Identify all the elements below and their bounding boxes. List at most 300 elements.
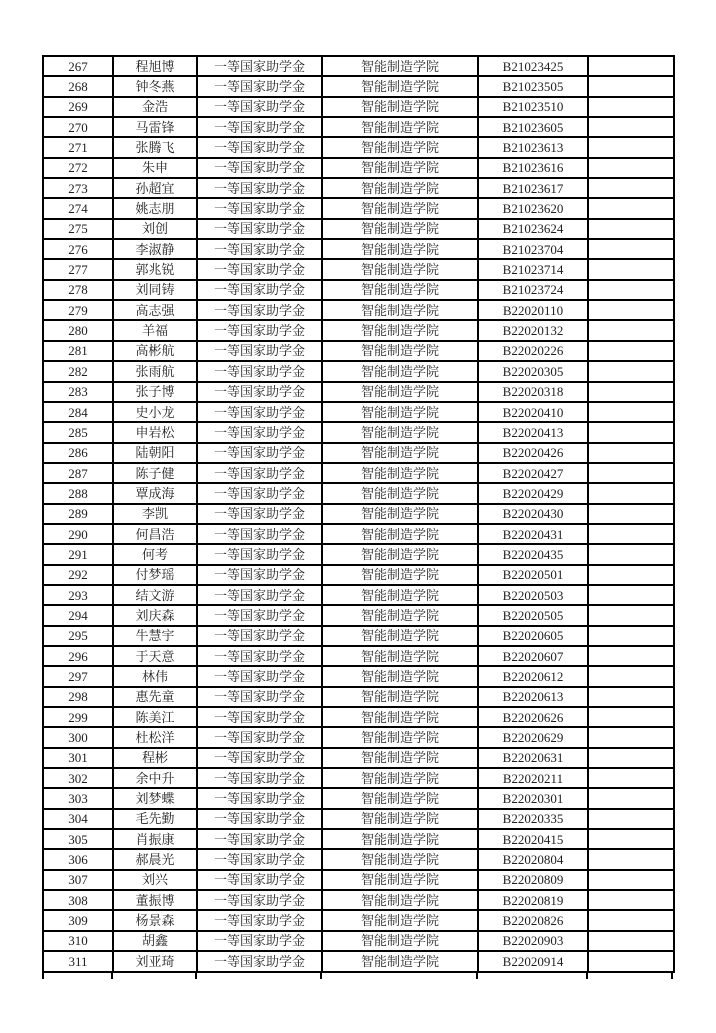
cell-row_number: 306 xyxy=(43,849,113,869)
cell-row_number: 287 xyxy=(43,463,113,483)
cell-name: 李淑静 xyxy=(113,239,197,259)
cell-blank xyxy=(588,320,674,340)
cell-college: 智能制造学院 xyxy=(322,239,478,259)
cell-name: 刘兴 xyxy=(113,870,197,890)
table-row xyxy=(43,524,674,544)
cell-row_number: 288 xyxy=(43,483,113,503)
cell-student_id: B22020335 xyxy=(478,809,588,829)
cell-student_id: B21023704 xyxy=(478,239,588,259)
cell-student_id: B22020607 xyxy=(478,646,588,666)
cell-blank xyxy=(588,158,674,178)
cell-row_number: 298 xyxy=(43,687,113,707)
cell-scholarship: 一等国家助学金 xyxy=(197,320,322,340)
cell-row_number: 279 xyxy=(43,300,113,320)
cell-college: 智能制造学院 xyxy=(322,585,478,605)
cell-name: 程旭博 xyxy=(113,56,197,76)
cell-student_id: B22020110 xyxy=(478,300,588,320)
cell-student_id: B22020612 xyxy=(478,666,588,686)
cell-blank xyxy=(588,809,674,829)
cell-name: 刘同铸 xyxy=(113,280,197,300)
cell-blank xyxy=(588,137,674,157)
cell-scholarship: 一等国家助学金 xyxy=(197,788,322,808)
next-row-stub-line xyxy=(195,973,197,979)
cell-blank xyxy=(588,829,674,849)
table-row xyxy=(43,626,674,646)
cell-scholarship: 一等国家助学金 xyxy=(197,483,322,503)
cell-blank xyxy=(588,870,674,890)
table-row xyxy=(43,666,674,686)
cell-scholarship: 一等国家助学金 xyxy=(197,727,322,747)
cell-college: 智能制造学院 xyxy=(322,117,478,137)
cell-scholarship: 一等国家助学金 xyxy=(197,137,322,157)
cell-scholarship: 一等国家助学金 xyxy=(197,951,322,972)
cell-scholarship: 一等国家助学金 xyxy=(197,829,322,849)
table-row xyxy=(43,137,674,157)
cell-scholarship: 一等国家助学金 xyxy=(197,910,322,930)
cell-student_id: B22020427 xyxy=(478,463,588,483)
table-row xyxy=(43,76,674,96)
cell-name: 刘创 xyxy=(113,219,197,239)
cell-blank xyxy=(588,443,674,463)
cell-name: 牛慧宇 xyxy=(113,626,197,646)
cell-row_number: 270 xyxy=(43,117,113,137)
cell-college: 智能制造学院 xyxy=(322,951,478,972)
table-row xyxy=(43,890,674,910)
cell-row_number: 296 xyxy=(43,646,113,666)
cell-name: 惠先童 xyxy=(113,687,197,707)
cell-row_number: 285 xyxy=(43,422,113,442)
cell-college: 智能制造学院 xyxy=(322,361,478,381)
cell-blank xyxy=(588,239,674,259)
cell-college: 智能制造学院 xyxy=(322,666,478,686)
cell-name: 姚志朋 xyxy=(113,198,197,218)
cell-blank xyxy=(588,910,674,930)
cell-student_id: B21023425 xyxy=(478,56,588,76)
cell-row_number: 302 xyxy=(43,768,113,788)
table-row xyxy=(43,361,674,381)
cell-student_id: B22020631 xyxy=(478,748,588,768)
table-row xyxy=(43,849,674,869)
table-body xyxy=(43,56,674,972)
table-row xyxy=(43,951,674,972)
cell-scholarship: 一等国家助学金 xyxy=(197,524,322,544)
cell-college: 智能制造学院 xyxy=(322,605,478,625)
cell-name: 林伟 xyxy=(113,666,197,686)
cell-student_id: B22020914 xyxy=(478,951,588,972)
cell-blank xyxy=(588,707,674,727)
table-row xyxy=(43,422,674,442)
next-row-stub-line xyxy=(42,973,44,979)
cell-blank xyxy=(588,788,674,808)
cell-student_id: B22020211 xyxy=(478,768,588,788)
cell-blank xyxy=(588,504,674,524)
cell-row_number: 308 xyxy=(43,890,113,910)
cell-name: 李凯 xyxy=(113,504,197,524)
table-row xyxy=(43,788,674,808)
cell-name: 付梦瑶 xyxy=(113,565,197,585)
cell-student_id: B21023605 xyxy=(478,117,588,137)
table-row xyxy=(43,341,674,361)
cell-row_number: 293 xyxy=(43,585,113,605)
cell-student_id: B22020410 xyxy=(478,402,588,422)
cell-college: 智能制造学院 xyxy=(322,158,478,178)
cell-college: 智能制造学院 xyxy=(322,687,478,707)
cell-name: 杜松洋 xyxy=(113,727,197,747)
table-row xyxy=(43,219,674,239)
cell-name: 高彬航 xyxy=(113,341,197,361)
cell-student_id: B22020809 xyxy=(478,870,588,890)
cell-college: 智能制造学院 xyxy=(322,198,478,218)
cell-scholarship: 一等国家助学金 xyxy=(197,565,322,585)
cell-blank xyxy=(588,524,674,544)
next-row-stub-line xyxy=(586,973,588,979)
cell-college: 智能制造学院 xyxy=(322,788,478,808)
table-row xyxy=(43,605,674,625)
table-row xyxy=(43,727,674,747)
cell-scholarship: 一等国家助学金 xyxy=(197,97,322,117)
cell-row_number: 273 xyxy=(43,178,113,198)
cell-name: 陈子健 xyxy=(113,463,197,483)
cell-student_id: B22020626 xyxy=(478,707,588,727)
table-row xyxy=(43,402,674,422)
cell-row_number: 307 xyxy=(43,870,113,890)
cell-college: 智能制造学院 xyxy=(322,300,478,320)
cell-college: 智能制造学院 xyxy=(322,382,478,402)
table-row xyxy=(43,483,674,503)
cell-blank xyxy=(588,382,674,402)
table-row xyxy=(43,910,674,930)
cell-name: 郝晨光 xyxy=(113,849,197,869)
table-row xyxy=(43,565,674,585)
cell-blank xyxy=(588,219,674,239)
cell-row_number: 303 xyxy=(43,788,113,808)
cell-blank xyxy=(588,565,674,585)
cell-name: 刘亚琦 xyxy=(113,951,197,972)
table-row xyxy=(43,504,674,524)
cell-scholarship: 一等国家助学金 xyxy=(197,931,322,951)
cell-blank xyxy=(588,544,674,564)
cell-name: 毛先勤 xyxy=(113,809,197,829)
cell-scholarship: 一等国家助学金 xyxy=(197,382,322,402)
cell-student_id: B21023616 xyxy=(478,158,588,178)
cell-row_number: 269 xyxy=(43,97,113,117)
table-row xyxy=(43,585,674,605)
table-row xyxy=(43,178,674,198)
cell-student_id: B22020903 xyxy=(478,931,588,951)
cell-scholarship: 一等国家助学金 xyxy=(197,504,322,524)
cell-row_number: 297 xyxy=(43,666,113,686)
cell-college: 智能制造学院 xyxy=(322,259,478,279)
cell-college: 智能制造学院 xyxy=(322,219,478,239)
table-row xyxy=(43,646,674,666)
cell-row_number: 305 xyxy=(43,829,113,849)
table-row xyxy=(43,748,674,768)
cell-college: 智能制造学院 xyxy=(322,565,478,585)
cell-student_id: B22020430 xyxy=(478,504,588,524)
cell-blank xyxy=(588,117,674,137)
cell-college: 智能制造学院 xyxy=(322,341,478,361)
cell-college: 智能制造学院 xyxy=(322,768,478,788)
cell-college: 智能制造学院 xyxy=(322,849,478,869)
table-row xyxy=(43,97,674,117)
cell-scholarship: 一等国家助学金 xyxy=(197,219,322,239)
cell-college: 智能制造学院 xyxy=(322,890,478,910)
table-row xyxy=(43,158,674,178)
cell-name: 史小龙 xyxy=(113,402,197,422)
cell-college: 智能制造学院 xyxy=(322,56,478,76)
cell-name: 程彬 xyxy=(113,748,197,768)
cell-college: 智能制造学院 xyxy=(322,707,478,727)
cell-student_id: B21023505 xyxy=(478,76,588,96)
cell-college: 智能制造学院 xyxy=(322,402,478,422)
table-row xyxy=(43,707,674,727)
cell-student_id: B21023620 xyxy=(478,198,588,218)
cell-scholarship: 一等国家助学金 xyxy=(197,422,322,442)
cell-college: 智能制造学院 xyxy=(322,544,478,564)
cell-scholarship: 一等国家助学金 xyxy=(197,280,322,300)
cell-row_number: 292 xyxy=(43,565,113,585)
cell-college: 智能制造学院 xyxy=(322,646,478,666)
table-row xyxy=(43,198,674,218)
cell-name: 高志强 xyxy=(113,300,197,320)
cell-college: 智能制造学院 xyxy=(322,280,478,300)
cell-name: 羊福 xyxy=(113,320,197,340)
cell-scholarship: 一等国家助学金 xyxy=(197,748,322,768)
cell-student_id: B22020429 xyxy=(478,483,588,503)
cell-name: 郭兆锐 xyxy=(113,259,197,279)
table-row xyxy=(43,239,674,259)
cell-scholarship: 一等国家助学金 xyxy=(197,402,322,422)
cell-blank xyxy=(588,626,674,646)
cell-student_id: B21023624 xyxy=(478,219,588,239)
cell-blank xyxy=(588,422,674,442)
cell-student_id: B22020431 xyxy=(478,524,588,544)
cell-blank xyxy=(588,646,674,666)
cell-student_id: B22020629 xyxy=(478,727,588,747)
cell-name: 陆朝阳 xyxy=(113,443,197,463)
cell-scholarship: 一等国家助学金 xyxy=(197,890,322,910)
cell-blank xyxy=(588,259,674,279)
cell-row_number: 283 xyxy=(43,382,113,402)
cell-row_number: 268 xyxy=(43,76,113,96)
cell-scholarship: 一等国家助学金 xyxy=(197,361,322,381)
cell-row_number: 284 xyxy=(43,402,113,422)
cell-scholarship: 一等国家助学金 xyxy=(197,178,322,198)
cell-college: 智能制造学院 xyxy=(322,910,478,930)
cell-blank xyxy=(588,727,674,747)
table-row xyxy=(43,463,674,483)
cell-blank xyxy=(588,605,674,625)
cell-scholarship: 一等国家助学金 xyxy=(197,259,322,279)
cell-blank xyxy=(588,76,674,96)
cell-scholarship: 一等国家助学金 xyxy=(197,117,322,137)
cell-student_id: B22020226 xyxy=(478,341,588,361)
cell-college: 智能制造学院 xyxy=(322,137,478,157)
cell-row_number: 281 xyxy=(43,341,113,361)
cell-college: 智能制造学院 xyxy=(322,178,478,198)
cell-name: 陈美江 xyxy=(113,707,197,727)
cell-name: 于天意 xyxy=(113,646,197,666)
cell-blank xyxy=(588,97,674,117)
cell-blank xyxy=(588,768,674,788)
cell-row_number: 276 xyxy=(43,239,113,259)
cell-college: 智能制造学院 xyxy=(322,443,478,463)
cell-student_id: B22020413 xyxy=(478,422,588,442)
cell-student_id: B22020132 xyxy=(478,320,588,340)
cell-name: 孙超宜 xyxy=(113,178,197,198)
cell-row_number: 311 xyxy=(43,951,113,972)
cell-name: 马雷锋 xyxy=(113,117,197,137)
cell-name: 申岩松 xyxy=(113,422,197,442)
cell-scholarship: 一等国家助学金 xyxy=(197,809,322,829)
cell-college: 智能制造学院 xyxy=(322,463,478,483)
cell-row_number: 294 xyxy=(43,605,113,625)
cell-row_number: 280 xyxy=(43,320,113,340)
cell-name: 刘梦蝶 xyxy=(113,788,197,808)
cell-scholarship: 一等国家助学金 xyxy=(197,158,322,178)
cell-scholarship: 一等国家助学金 xyxy=(197,341,322,361)
cell-blank xyxy=(588,341,674,361)
cell-scholarship: 一等国家助学金 xyxy=(197,76,322,96)
cell-college: 智能制造学院 xyxy=(322,626,478,646)
cell-row_number: 309 xyxy=(43,910,113,930)
cell-college: 智能制造学院 xyxy=(322,524,478,544)
cell-name: 结文游 xyxy=(113,585,197,605)
cell-name: 肖振康 xyxy=(113,829,197,849)
table-row xyxy=(43,870,674,890)
cell-college: 智能制造学院 xyxy=(322,76,478,96)
cell-blank xyxy=(588,178,674,198)
table-row xyxy=(43,687,674,707)
cell-blank xyxy=(588,402,674,422)
cell-scholarship: 一等国家助学金 xyxy=(197,605,322,625)
cell-blank xyxy=(588,585,674,605)
table-row xyxy=(43,829,674,849)
cell-blank xyxy=(588,748,674,768)
cell-row_number: 271 xyxy=(43,137,113,157)
cell-scholarship: 一等国家助学金 xyxy=(197,707,322,727)
cell-student_id: B21023724 xyxy=(478,280,588,300)
cell-name: 胡鑫 xyxy=(113,931,197,951)
cell-blank xyxy=(588,951,674,972)
cell-student_id: B22020415 xyxy=(478,829,588,849)
cell-student_id: B22020305 xyxy=(478,361,588,381)
cell-row_number: 289 xyxy=(43,504,113,524)
cell-scholarship: 一等国家助学金 xyxy=(197,626,322,646)
cell-blank xyxy=(588,280,674,300)
cell-scholarship: 一等国家助学金 xyxy=(197,849,322,869)
cell-student_id: B22020505 xyxy=(478,605,588,625)
cell-name: 金浩 xyxy=(113,97,197,117)
cell-college: 智能制造学院 xyxy=(322,748,478,768)
cell-student_id: B22020318 xyxy=(478,382,588,402)
cell-college: 智能制造学院 xyxy=(322,97,478,117)
table-row xyxy=(43,300,674,320)
cell-name: 何考 xyxy=(113,544,197,564)
cell-student_id: B22020613 xyxy=(478,687,588,707)
cell-name: 钟冬燕 xyxy=(113,76,197,96)
next-row-stub-line xyxy=(671,973,673,979)
cell-row_number: 275 xyxy=(43,219,113,239)
cell-student_id: B22020503 xyxy=(478,585,588,605)
cell-blank xyxy=(588,56,674,76)
cell-college: 智能制造学院 xyxy=(322,829,478,849)
cell-row_number: 286 xyxy=(43,443,113,463)
scholarship-table xyxy=(42,55,675,973)
cell-name: 刘庆森 xyxy=(113,605,197,625)
cell-blank xyxy=(588,463,674,483)
cell-college: 智能制造学院 xyxy=(322,504,478,524)
table-row xyxy=(43,443,674,463)
cell-name: 余中升 xyxy=(113,768,197,788)
cell-row_number: 278 xyxy=(43,280,113,300)
cell-blank xyxy=(588,849,674,869)
cell-name: 何昌浩 xyxy=(113,524,197,544)
cell-scholarship: 一等国家助学金 xyxy=(197,443,322,463)
cell-student_id: B22020301 xyxy=(478,788,588,808)
cell-student_id: B21023510 xyxy=(478,97,588,117)
table-row xyxy=(43,259,674,279)
cell-row_number: 277 xyxy=(43,259,113,279)
cell-blank xyxy=(588,198,674,218)
cell-name: 张腾飞 xyxy=(113,137,197,157)
cell-scholarship: 一等国家助学金 xyxy=(197,870,322,890)
cell-scholarship: 一等国家助学金 xyxy=(197,768,322,788)
cell-student_id: B21023613 xyxy=(478,137,588,157)
cell-blank xyxy=(588,666,674,686)
cell-student_id: B22020435 xyxy=(478,544,588,564)
cell-blank xyxy=(588,931,674,951)
cell-name: 董振博 xyxy=(113,890,197,910)
cell-student_id: B21023617 xyxy=(478,178,588,198)
cell-scholarship: 一等国家助学金 xyxy=(197,56,322,76)
table-row xyxy=(43,280,674,300)
cell-blank xyxy=(588,890,674,910)
cell-college: 智能制造学院 xyxy=(322,483,478,503)
cell-student_id: B22020426 xyxy=(478,443,588,463)
cell-student_id: B22020501 xyxy=(478,565,588,585)
cell-row_number: 274 xyxy=(43,198,113,218)
table-row xyxy=(43,544,674,564)
cell-college: 智能制造学院 xyxy=(322,809,478,829)
table-row xyxy=(43,931,674,951)
cell-scholarship: 一等国家助学金 xyxy=(197,687,322,707)
cell-row_number: 304 xyxy=(43,809,113,829)
table-row xyxy=(43,768,674,788)
cell-row_number: 301 xyxy=(43,748,113,768)
table-row xyxy=(43,117,674,137)
cell-row_number: 290 xyxy=(43,524,113,544)
cell-scholarship: 一等国家助学金 xyxy=(197,646,322,666)
cell-row_number: 282 xyxy=(43,361,113,381)
cell-blank xyxy=(588,361,674,381)
table-row xyxy=(43,320,674,340)
cell-blank xyxy=(588,687,674,707)
cell-student_id: B22020819 xyxy=(478,890,588,910)
cell-scholarship: 一等国家助学金 xyxy=(197,463,322,483)
cell-row_number: 295 xyxy=(43,626,113,646)
cell-row_number: 267 xyxy=(43,56,113,76)
cell-student_id: B21023714 xyxy=(478,259,588,279)
table-row xyxy=(43,382,674,402)
cell-blank xyxy=(588,483,674,503)
cell-scholarship: 一等国家助学金 xyxy=(197,198,322,218)
cell-college: 智能制造学院 xyxy=(322,422,478,442)
cell-scholarship: 一等国家助学金 xyxy=(197,544,322,564)
cell-student_id: B22020804 xyxy=(478,849,588,869)
cell-name: 杨景森 xyxy=(113,910,197,930)
cell-college: 智能制造学院 xyxy=(322,931,478,951)
